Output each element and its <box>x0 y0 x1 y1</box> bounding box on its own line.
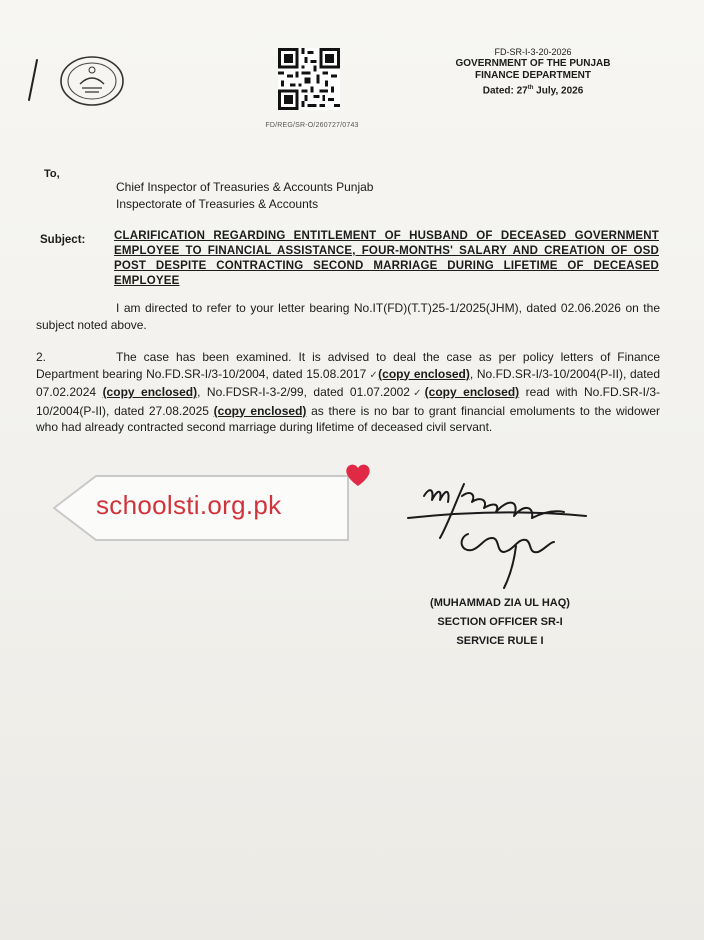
addressee-line-1: Chief Inspector of Treasuries & Accounts Punjab <box>116 180 374 194</box>
department-name: FINANCE DEPARTMENT <box>475 70 591 81</box>
pen-mark-icon <box>26 58 40 102</box>
subject-text: CLARIFICATION REGARDING ENTITLEMENT OF HUSBAND OF DECEASED GOVERNMENT EMPLOYEE TO FINANCIAL ASSISTANCE, FOUR-MONTHS' SALARY AND CREATION OF OSD POST DESPITE CONTRACTING SECOND MARRIAGE DURING LIFETIME OF DECEASED EMPLOYEE <box>114 230 659 287</box>
handwritten-signature <box>404 476 594 592</box>
addressee-line-2: Inspectorate of Treasuries & Accounts <box>116 197 319 211</box>
letter-header <box>428 46 638 97</box>
copy-enclosed-1: (copy enclosed) <box>378 366 470 381</box>
qr-caption: FD/REG/SR-O/260727/0743 <box>265 122 359 129</box>
signatory-wing: SERVICE RULE I <box>456 635 544 647</box>
govt-name: GOVERNMENT OF THE PUNJAB <box>455 58 611 69</box>
addressee-block <box>116 179 373 213</box>
tick-mark-icon: ✓ <box>409 388 425 399</box>
paragraph-2: 2. The case has been examined. It is advised to deal the case as per policy letters of Finance Department bearing No.FD.SR-I/3-10/2004, dated 15.08.2017 ✓(copy enclosed), No.FD.SR-I/3-10/2004(P-II), dated 07.02.2024 (copy enclosed), No.FDSR-I-3-2/99, dated 01.07.2002✓(copy enclosed) read with No.FD.SR-I/3-10/2004(P-II), dated 27.08.2025 (copy enclosed) as there is no bar to grant financial emoluments to the widower who had already contracted second marriage during lifetime of deceased civil servant. <box>36 350 661 434</box>
copy-enclosed-4: (copy enclosed) <box>213 403 307 418</box>
signatory-title: SECTION OFFICER SR-I <box>437 616 563 628</box>
heart-icon <box>344 462 372 488</box>
reference-number: FD-SR-I-3-20-2026 <box>494 47 572 57</box>
watermark-text: schoolsti.org.pk <box>96 490 282 520</box>
letter-date: Dated: 27th July, 2026 <box>482 85 584 97</box>
subject-label: Subject: <box>40 234 86 246</box>
copy-enclosed-3: (copy enclosed) <box>424 385 520 399</box>
signatory-name: (MUHAMMAD ZIA UL HAQ) <box>430 597 570 609</box>
paragraph-number: 2. <box>36 350 47 364</box>
copy-enclosed-2: (copy enclosed) <box>102 385 198 399</box>
qr-code-icon <box>278 48 340 110</box>
punjab-govt-emblem-icon <box>58 54 126 108</box>
tick-mark-icon: ✓ <box>366 369 379 381</box>
paragraph-1: I am directed to refer to your letter bearing No.IT(FD)(T.T)25-1/2025(JHM), dated 02.06.2026 on the subject noted above. <box>36 301 660 332</box>
signatory-block <box>400 594 600 651</box>
to-label: To, <box>44 168 60 180</box>
